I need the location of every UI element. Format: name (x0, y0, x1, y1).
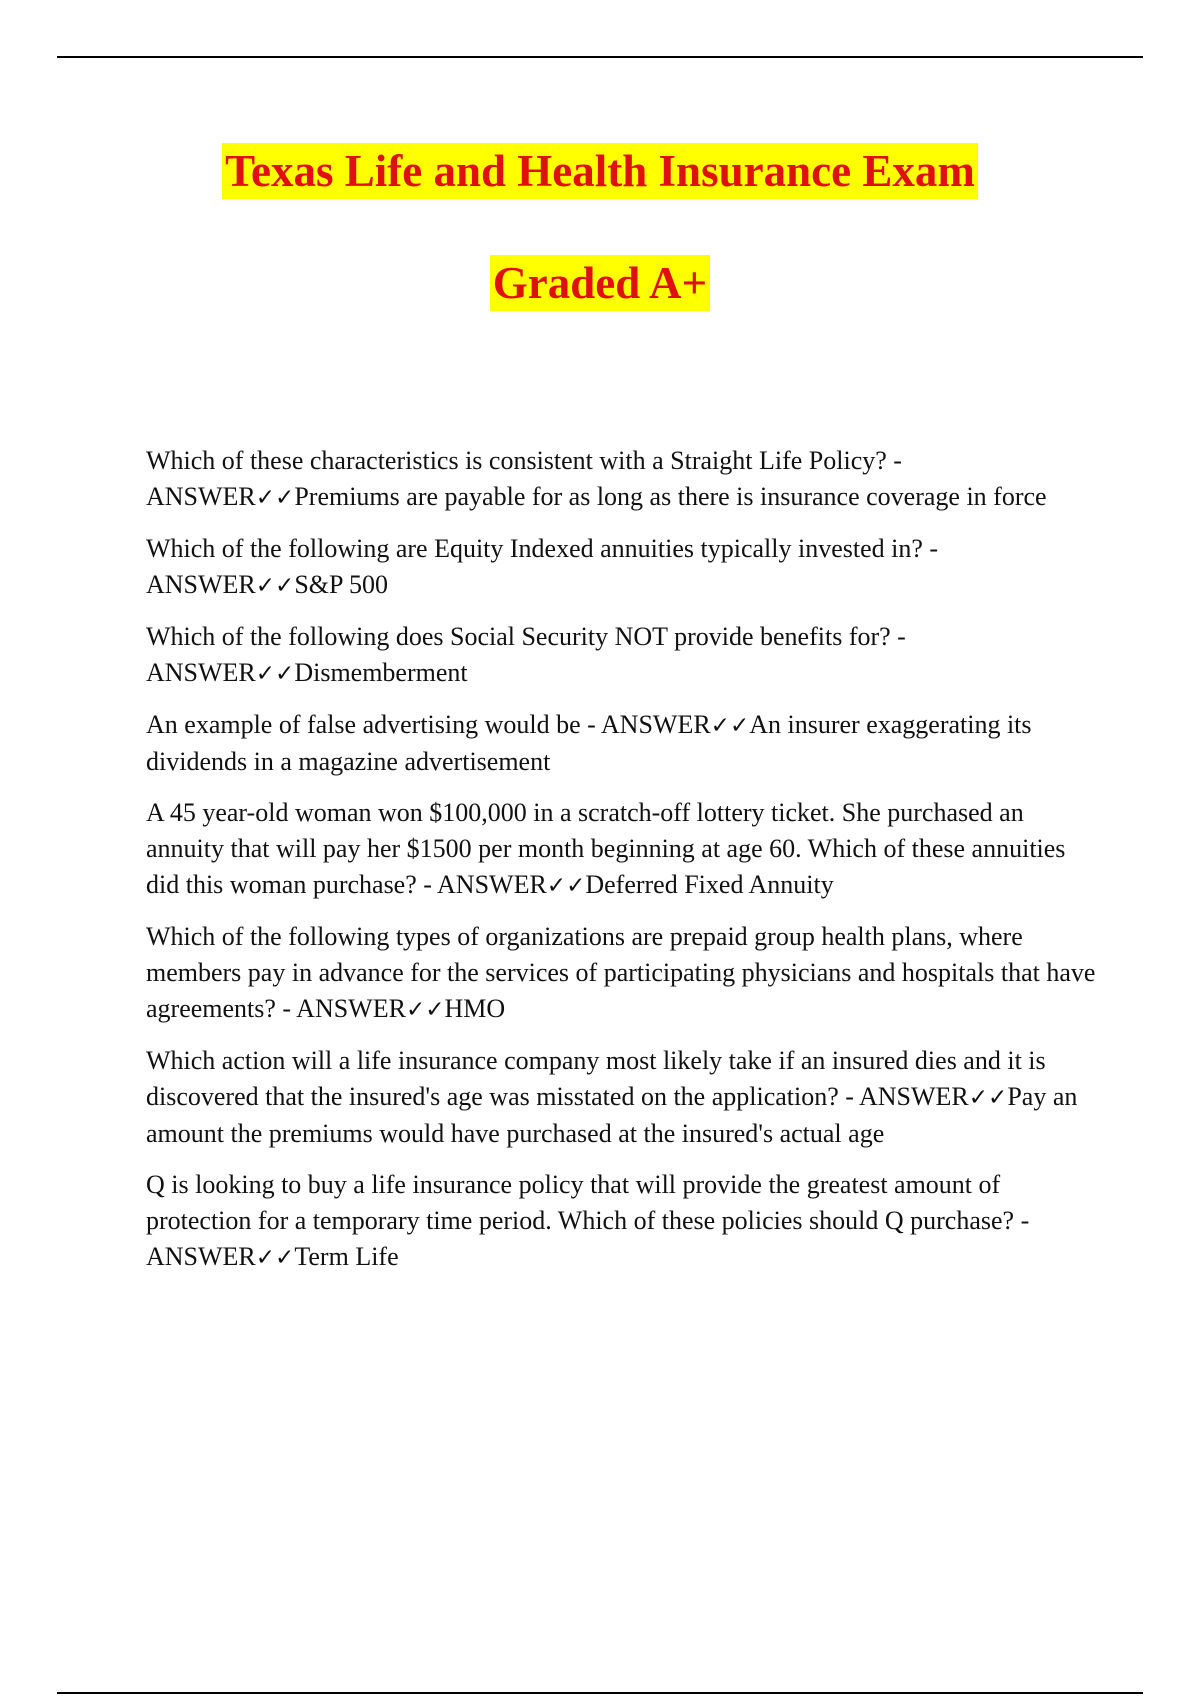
answer-text: Premiums are payable for as long as there is insurance coverage in force (294, 482, 1047, 511)
qa-item (146, 707, 1096, 780)
check-marks-icon: ✓✓ (710, 713, 750, 739)
question-text: A 45 year-old woman won $100,000 in a scratch-off lottery ticket. She purchased an annuity that will pay her $1500 per month beginning at age 60. Which of these annuities did this woman purchase? - (146, 798, 1066, 899)
title-line-2: Graded A+ (490, 255, 710, 311)
qa-item (146, 1167, 1096, 1276)
answer-text: Dismemberment (294, 658, 468, 687)
question-text: An example of false advertising would be - (146, 710, 596, 739)
question-text: Which of the following are Equity Indexed annuities typically invested in? - (146, 534, 939, 563)
check-marks-icon: ✓✓ (546, 873, 586, 899)
answer-text: S&P 500 (294, 570, 389, 599)
answer-text: An insurer exaggerating its dividends in a magazine advertisement (146, 710, 1032, 776)
answer-marker: ANSWER (146, 570, 256, 599)
answer-marker: ANSWER (296, 994, 406, 1023)
check-marks-icon: ✓✓ (968, 1085, 1008, 1111)
question-text: Q is looking to buy a life insurance policy that will provide the greatest amount of protection for a temporary time period. Which of these policies should Q purchase? - (146, 1170, 1030, 1235)
qa-item (146, 531, 1096, 604)
check-marks-icon: ✓✓ (255, 661, 295, 687)
question-text: Which of the following does Social Security NOT provide benefits for? - (146, 622, 906, 651)
answer-text: Term Life (294, 1242, 399, 1271)
qa-item (146, 443, 1096, 516)
answer-marker: ANSWER (146, 482, 256, 511)
answer-marker: ANSWER (437, 870, 547, 899)
qa-item (146, 619, 1096, 692)
answer-marker: ANSWER (859, 1082, 969, 1111)
qa-item (146, 1043, 1096, 1152)
answer-marker: ANSWER (600, 710, 711, 739)
qa-list (146, 443, 1096, 1291)
answer-marker: ANSWER (146, 1242, 256, 1271)
check-marks-icon: ✓✓ (405, 997, 445, 1023)
question-text: Which of the following types of organizations are prepaid group health plans, where members pay in advance for the services of participating physicians and hospitals that have agreements? - (146, 922, 1096, 1023)
document-title (0, 143, 1200, 311)
answer-marker: ANSWER (146, 658, 256, 687)
answer-text: Pay an amount the premiums would have purchased at the insured's actual age (146, 1082, 1078, 1148)
qa-item (146, 919, 1096, 1028)
answer-text: HMO (444, 994, 506, 1023)
bottom-rule (57, 1692, 1143, 1694)
title-line-1: Texas Life and Health Insurance Exam (222, 143, 978, 199)
check-marks-icon: ✓✓ (255, 485, 295, 511)
question-text: Which action will a life insurance company most likely take if an insured dies and it is discovered that the insured's age was misstated on the application? - (146, 1046, 1046, 1111)
question-text: Which of these characteristics is consistent with a Straight Life Policy? - (146, 446, 902, 475)
qa-item (146, 795, 1096, 904)
check-marks-icon: ✓✓ (255, 1245, 295, 1271)
answer-text: Deferred Fixed Annuity (585, 870, 834, 899)
check-marks-icon: ✓✓ (255, 573, 295, 599)
top-rule (57, 56, 1143, 58)
